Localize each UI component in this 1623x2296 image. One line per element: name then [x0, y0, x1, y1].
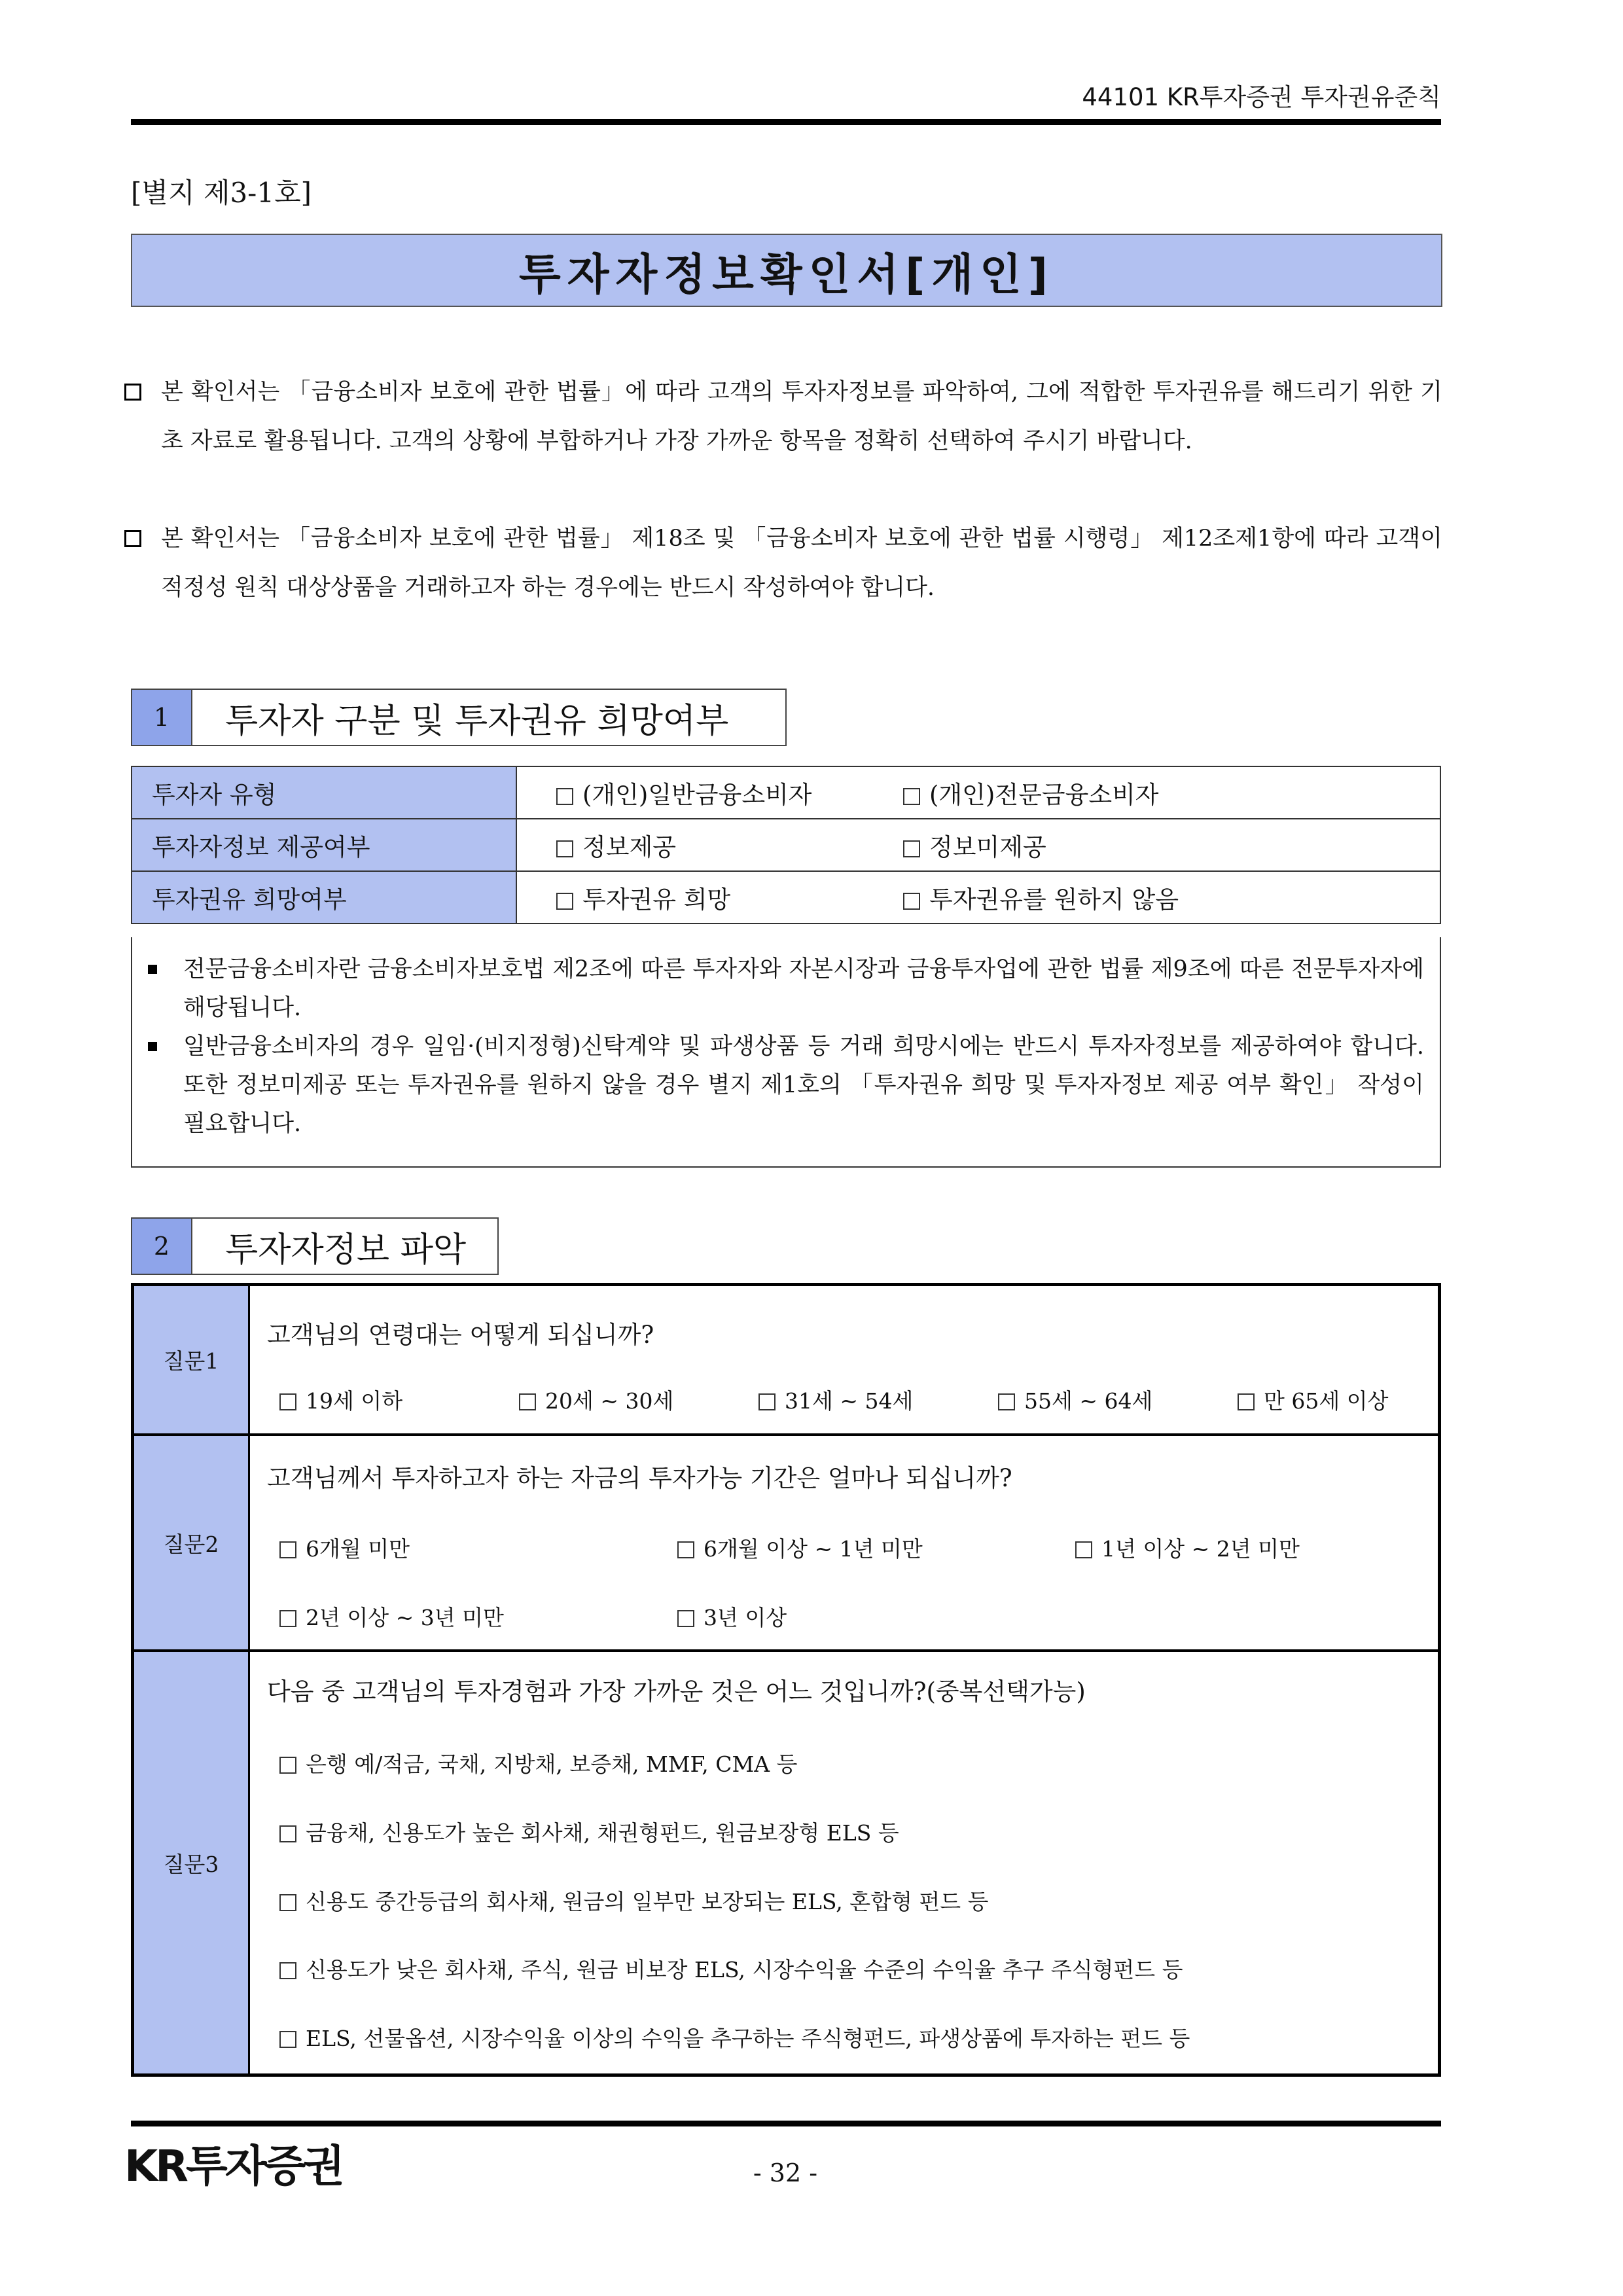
row-label: 투자자정보 제공여부 — [132, 819, 516, 871]
checkbox[interactable] — [279, 1962, 296, 1979]
page-title: 투자자정보확인서[개인] — [131, 234, 1442, 307]
question-row — [134, 1286, 1438, 1436]
checkbox[interactable] — [1238, 1393, 1255, 1410]
option[interactable]: 3년 이상 — [677, 1601, 787, 1632]
option[interactable]: 투자권유 희망 — [556, 880, 903, 915]
section-2-number: 2 — [131, 1217, 192, 1275]
question-label: 질문3 — [134, 1652, 250, 2073]
checkbox[interactable] — [556, 893, 573, 910]
checkbox[interactable] — [903, 893, 920, 910]
notice-text: 본 확인서는 「금융소비자 보호에 관한 법률」에 따라 고객의 투자자정보를 파악하여, 그에 적합한 투자권유를 해드리기 위한 기초 자료로 활용됩니다. 고객의 상황에 부합하거나 가장 가까운 항목을 정확히 선택하여 주시기 바랍니다. — [161, 379, 1442, 454]
question-label: 질문1 — [134, 1286, 250, 1433]
checkbox[interactable] — [279, 1541, 296, 1558]
question-row — [134, 1436, 1438, 1652]
checkbox[interactable] — [677, 1541, 694, 1558]
note-item: 전문금융소비자란 금융소비자보호법 제2조에 따른 투자자와 자본시장과 금융투자업에 관한 법률 제9조에 따른 전문투자자에 해당됩니다. — [145, 950, 1424, 1028]
question-row — [134, 1652, 1438, 2073]
checkbox[interactable] — [279, 1825, 296, 1842]
section-2-title: 투자자정보 파악 — [191, 1217, 499, 1275]
option[interactable]: 6개월 미만 — [279, 1532, 410, 1563]
checkbox-square-icon — [124, 530, 141, 547]
option[interactable]: 6개월 이상 ~ 1년 미만 — [677, 1532, 923, 1563]
option[interactable]: 정보미제공 — [903, 827, 1250, 863]
checkbox[interactable] — [998, 1393, 1015, 1410]
notice-item — [124, 514, 1442, 613]
option[interactable]: 금융채, 신용도가 높은 회사채, 채권형펀드, 원금보장형 ELS 등 — [279, 1816, 899, 1847]
square-bullet-icon — [148, 1042, 157, 1051]
checkbox[interactable] — [556, 788, 573, 805]
square-bullet-icon — [148, 965, 157, 974]
row-label: 투자권유 희망여부 — [132, 871, 516, 924]
checkbox[interactable] — [1075, 1541, 1092, 1558]
option-cell — [516, 766, 1440, 819]
notice-item — [124, 368, 1442, 466]
checkbox[interactable] — [279, 1757, 296, 1774]
checkbox[interactable] — [279, 2031, 296, 2048]
checkbox[interactable] — [556, 840, 573, 857]
checkbox[interactable] — [279, 1610, 296, 1627]
question-text: 다음 중 고객님의 투자경험과 가장 가까운 것은 어느 것입니까?(중복선택가능) — [267, 1677, 1086, 1706]
page-number: - 32 - — [753, 2159, 818, 2187]
option[interactable]: 은행 예/적금, 국채, 지방채, 보증채, MMF, CMA 등 — [279, 1748, 798, 1778]
checkbox[interactable] — [758, 1393, 776, 1410]
option[interactable]: ELS, 선물옵션, 시장수익율 이상의 수익을 추구하는 주식형펀드, 파생상품에 투자하는 펀드 등 — [279, 2022, 1190, 2053]
question-text: 고객님의 연령대는 어떻게 되십니까? — [267, 1321, 654, 1349]
checkbox[interactable] — [519, 1393, 536, 1410]
checkbox-square-icon — [124, 384, 141, 401]
option[interactable]: 1년 이상 ~ 2년 미만 — [1075, 1532, 1300, 1563]
option-cell — [516, 819, 1440, 871]
checkbox[interactable] — [677, 1610, 694, 1627]
question-text: 고객님께서 투자하고자 하는 자금의 투자가능 기간은 얼마나 되십니까? — [267, 1464, 1012, 1492]
questionnaire-table — [131, 1283, 1441, 2077]
table-row — [132, 871, 1440, 924]
option[interactable]: 2년 이상 ~ 3년 미만 — [279, 1601, 504, 1632]
option[interactable]: 신용도 중간등급의 회사채, 원금의 일부만 보장되는 ELS, 혼합형 펀드 등 — [279, 1885, 989, 1916]
company-logo: KR투자증권 — [124, 2141, 342, 2191]
option[interactable]: 투자권유를 원하지 않음 — [903, 880, 1250, 915]
option[interactable]: 만 65세 이상 — [1238, 1384, 1388, 1415]
table-row — [132, 819, 1440, 871]
option[interactable]: (개인)전문금융소비자 — [903, 775, 1250, 810]
section-1-notes — [131, 937, 1441, 1168]
option[interactable]: 정보제공 — [556, 827, 903, 863]
option[interactable]: 19세 이하 — [279, 1384, 402, 1415]
notice-text: 본 확인서는 「금융소비자 보호에 관한 법률」 제18조 및 「금융소비자 보호에 관한 법률 시행령」 제12조제1항에 따라 고객이 적정성 원칙 대상상품을 거래하고자 하는 경우에는 반드시 작성하여야 합니다. — [161, 526, 1442, 601]
table-row — [132, 766, 1440, 819]
section-1-number: 1 — [131, 689, 192, 746]
section-1-title: 투자자 구분 및 투자권유 희망여부 — [191, 689, 787, 746]
checkbox[interactable] — [903, 788, 920, 805]
document-header: 44101 KR투자증권 투자권유준칙 — [1082, 83, 1441, 111]
header-rule — [131, 119, 1441, 125]
option[interactable]: (개인)일반금융소비자 — [556, 775, 903, 810]
checkbox[interactable] — [279, 1393, 296, 1410]
investor-type-table — [131, 766, 1441, 924]
note-item: 일반금융소비자의 경우 일임·(비지정형)신탁계약 및 파생상품 등 거래 희망시에는 반드시 투자자정보를 제공하여야 합니다. 또한 정보미제공 또는 투자권유를 원하지 않을 경우 별지 제1호의 「투자권유 희망 및 투자자정보 제공 여부 확인」 작성이 필요합니다. — [145, 1028, 1424, 1143]
option[interactable]: 31세 ~ 54세 — [758, 1384, 913, 1415]
option[interactable]: 20세 ~ 30세 — [519, 1384, 673, 1415]
checkbox[interactable] — [903, 840, 920, 857]
footer-rule — [131, 2121, 1441, 2126]
form-number: [별지 제3-1호] — [131, 177, 312, 209]
row-label: 투자자 유형 — [132, 766, 516, 819]
checkbox[interactable] — [279, 1894, 296, 1911]
option[interactable]: 55세 ~ 64세 — [998, 1384, 1152, 1415]
option[interactable]: 신용도가 낮은 회사채, 주식, 원금 비보장 ELS, 시장수익율 수준의 수익율 추구 주식형펀드 등 — [279, 1953, 1183, 1984]
question-label: 질문2 — [134, 1436, 250, 1649]
option-cell — [516, 871, 1440, 924]
